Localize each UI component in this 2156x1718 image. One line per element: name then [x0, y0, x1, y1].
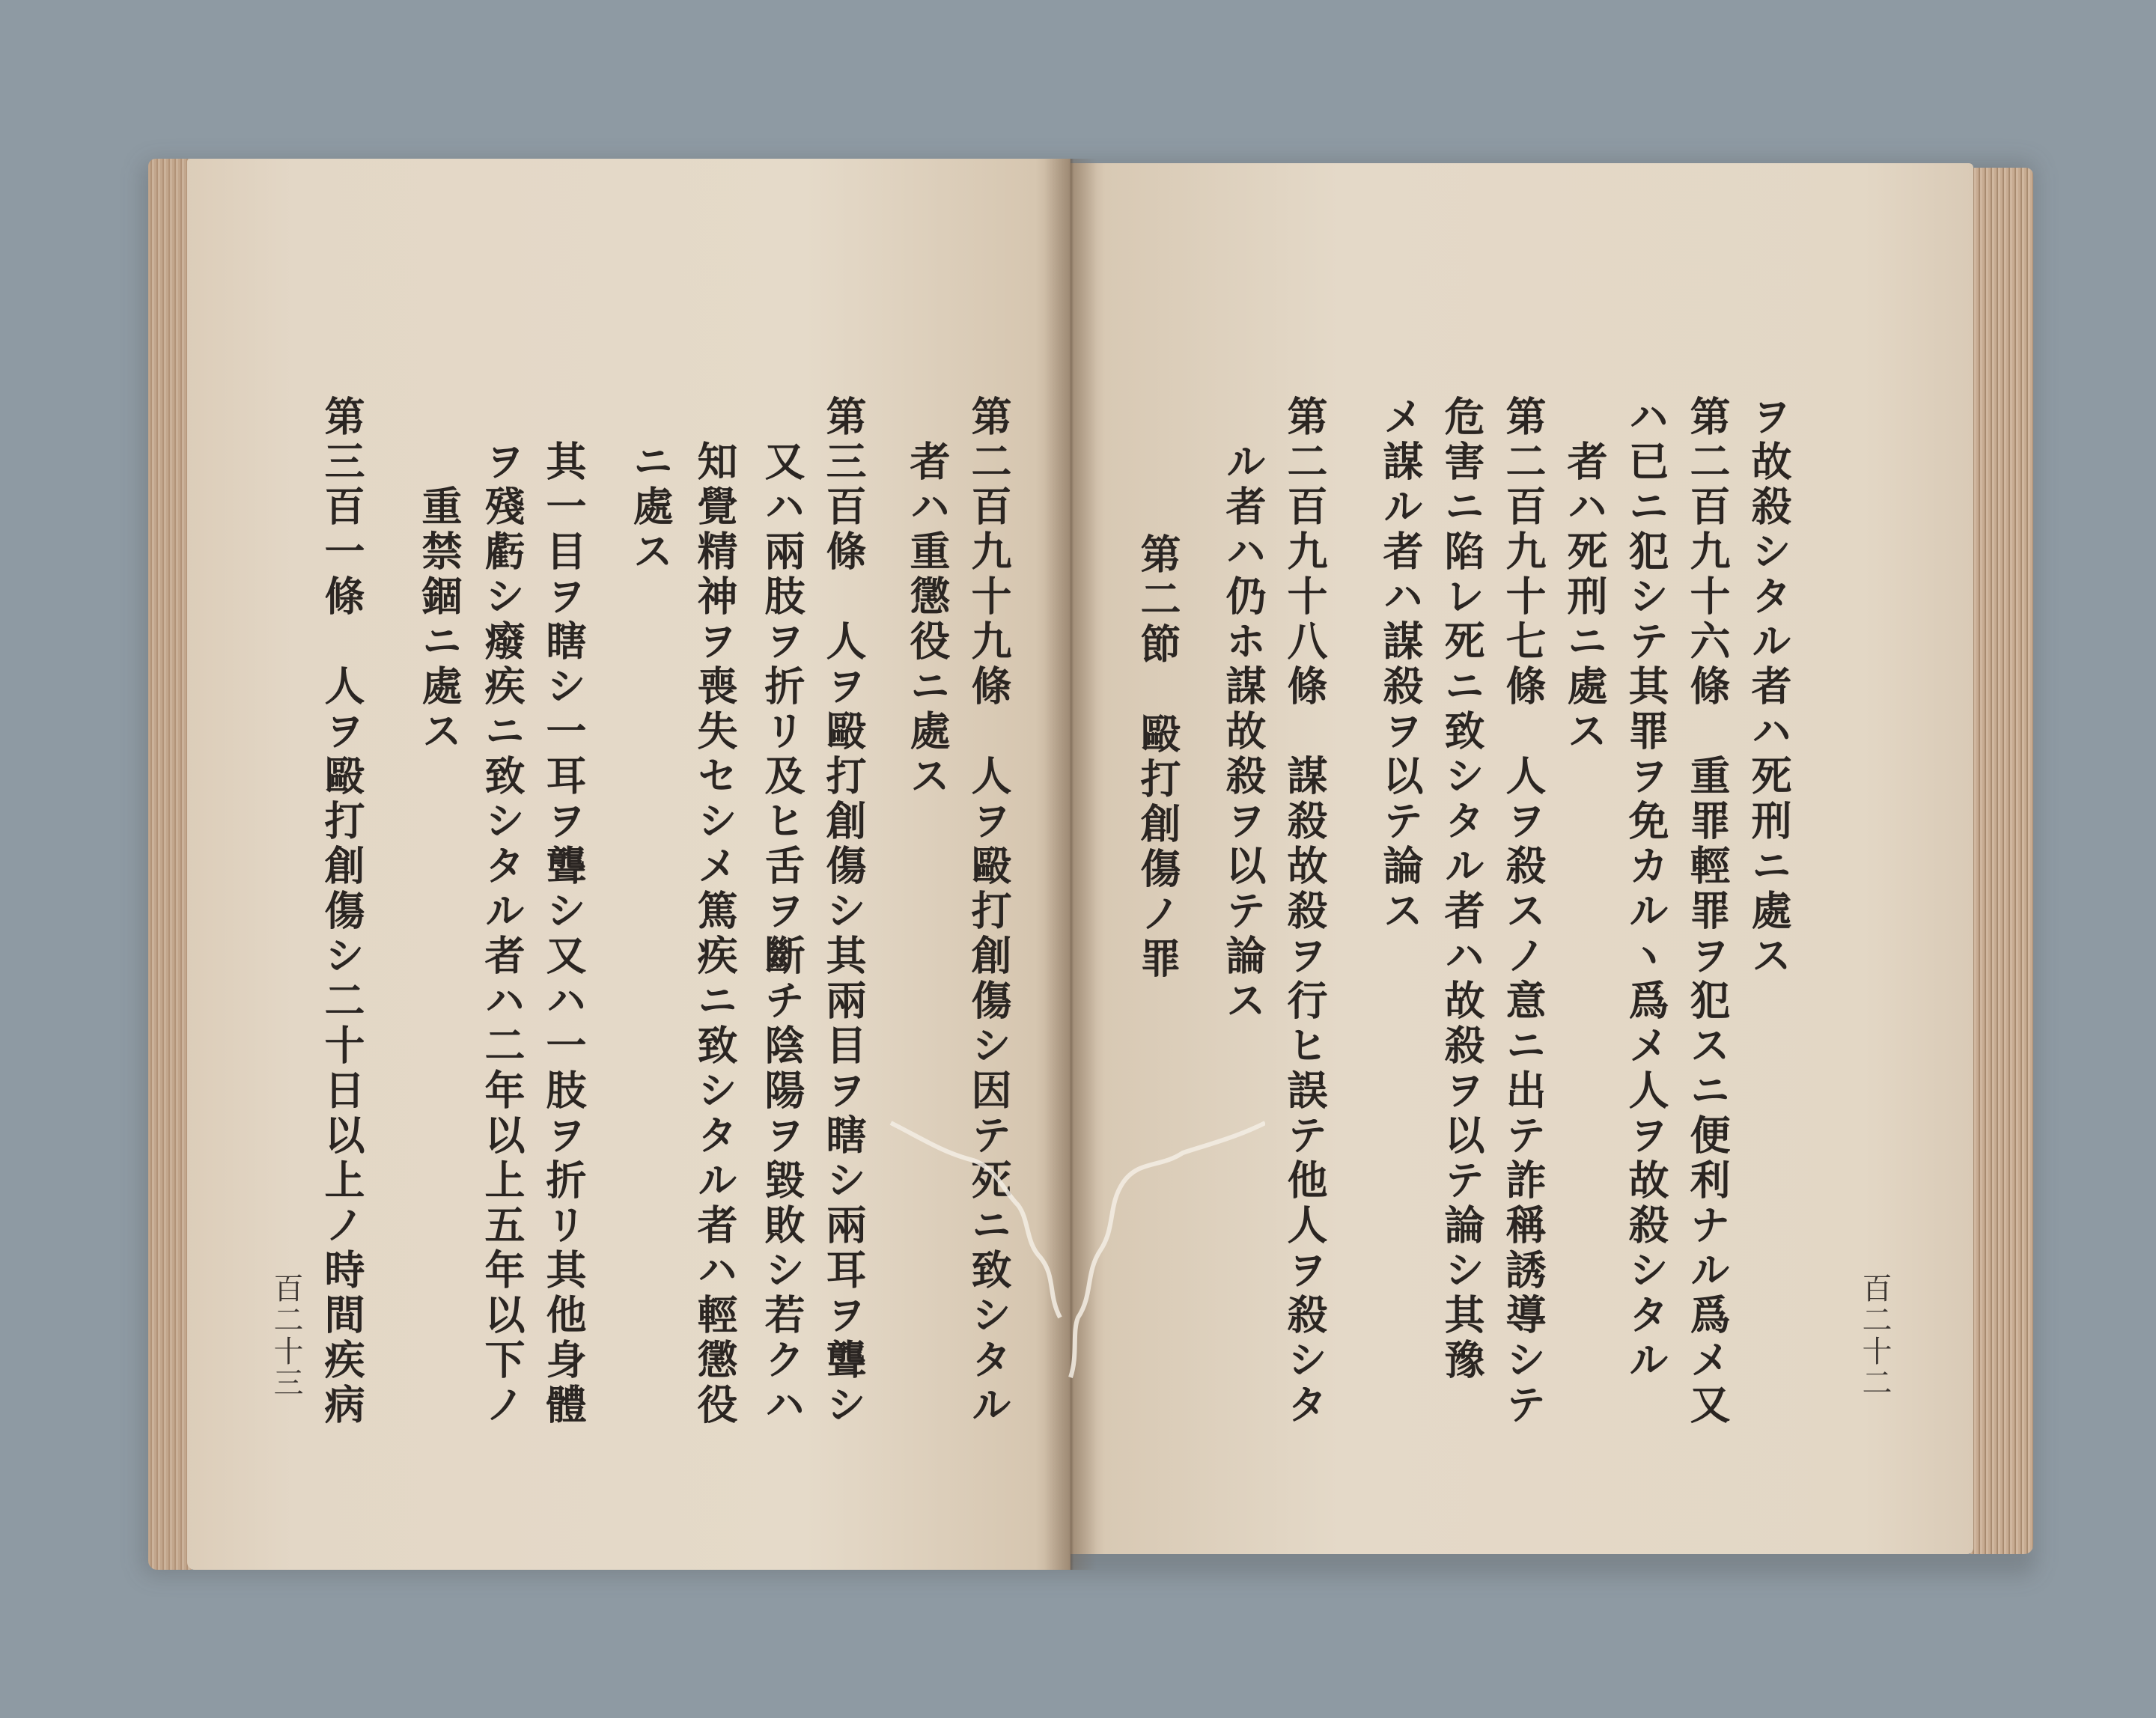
right-page-column-1: ヲ故殺シタル者ハ死刑ニ處ス	[1745, 395, 1793, 979]
left-page-column-5: 知覺精神ヲ喪失セシメ篤疾ニ致シタル者ハ輕懲役	[691, 440, 739, 1428]
left-page-column-8: ヲ殘虧シ癈疾ニ致シタル者ハ二年以上五年以下ノ	[478, 440, 526, 1428]
right-page-column-9: ル者ハ仍ホ謀故殺ヲ以テ論ス	[1219, 440, 1267, 1024]
right-page-edges	[1970, 168, 2033, 1554]
left-page-column-3: 第三百條 人ヲ毆打創傷シ其兩目ヲ瞎シ兩耳ヲ聾シ	[820, 395, 868, 1428]
left-page-column-9: 重禁錮ニ處ス	[415, 485, 463, 755]
right-page-column-2: 第二百九十六條 重罪輕罪ヲ犯スニ便利ナル爲メ又	[1684, 395, 1732, 1428]
left-page-column-6: ニ處ス	[627, 440, 674, 575]
right-page-column-4: 者ハ死刑ニ處ス	[1561, 440, 1609, 755]
right-page-column-8: 第二百九十八條 謀殺故殺ヲ行ヒ誤テ他人ヲ殺シタ	[1281, 395, 1329, 1428]
left-page-column-10: 第三百一條 人ヲ毆打創傷シ二十日以上ノ時間疾病	[318, 395, 366, 1428]
right-page-number: 百二十二	[1857, 1273, 1892, 1398]
left-page-column-4: 又ハ兩肢ヲ折リ及ヒ舌ヲ斷チ陰陽ヲ毀敗シ若クハ	[758, 440, 806, 1428]
right-page-column-7: メ謀ル者ハ謀殺ヲ以テ論ス	[1377, 395, 1425, 934]
right-page-column-3: ハ已ニ犯シテ其罪ヲ免カルヽ爲メ人ヲ故殺シタル	[1622, 395, 1670, 1383]
right-page-column-6: 危害ニ陷レ死ニ致シタル者ハ故殺ヲ以テ論シ其豫	[1438, 395, 1486, 1383]
left-page-column-2: 者ハ重懲役ニ處ス	[904, 440, 951, 799]
left-page-number: 百二十三	[269, 1273, 303, 1398]
right-page-column-5: 第二百九十七條 人ヲ殺スノ意ニ出テ詐稱誘導シテ	[1499, 395, 1547, 1428]
paper-tear-mark	[876, 1108, 1265, 1392]
left-page-column-1: 第二百九十九條 人ヲ毆打創傷シ因テ死ニ致シタル	[965, 395, 1013, 1428]
left-page-edges	[148, 159, 192, 1570]
right-page-column-10: 第二節 毆打創傷ノ罪	[1134, 533, 1182, 982]
left-page-column-7: 其一目ヲ瞎シ一耳ヲ聾シ又ハ一肢ヲ折リ其他身體	[540, 440, 588, 1428]
